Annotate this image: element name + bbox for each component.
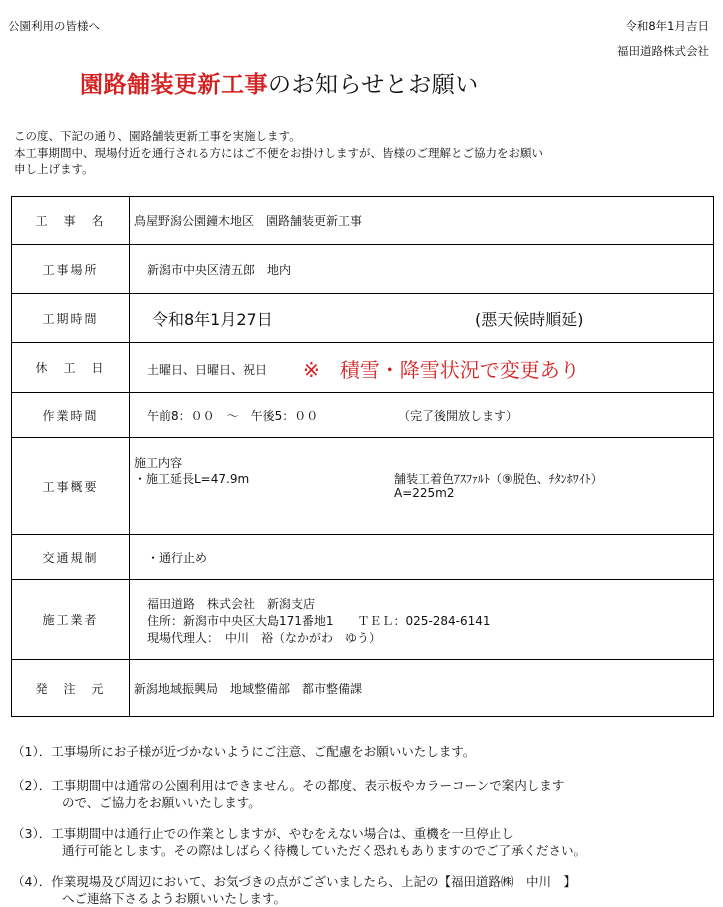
contractor-agent: 現場代理人： 中川 裕（なかがわ ゆう）	[147, 631, 382, 645]
row-contractor	[12, 580, 714, 660]
value-holidays	[130, 343, 714, 393]
note-3	[12, 825, 586, 859]
label-construction-name: 工 事 名	[12, 197, 130, 245]
value-overview	[130, 438, 714, 535]
row-period	[12, 294, 714, 343]
construction-info-table	[11, 196, 714, 717]
note-4-line-2: へご連絡下さるようお願いいたします。	[62, 891, 287, 906]
label-work-hours: 作業時間	[12, 393, 130, 438]
row-overview	[12, 438, 714, 535]
note-2	[12, 777, 564, 811]
company-name: 福田道路株式会社	[617, 44, 709, 58]
contractor-address: 住所：新潟市中央区大島171番地1 ＴＥＬ：025-284-6141	[147, 614, 491, 628]
period-note: (悪天候時順延)	[475, 310, 584, 329]
label-contractor: 施工業者	[12, 580, 130, 660]
addressee: 公園利用の皆様へ	[8, 19, 100, 33]
traffic-text: ・通行止め	[147, 551, 208, 565]
note-4	[12, 873, 576, 907]
value-work-hours	[130, 393, 714, 438]
work-hours-text: 午前8：００ ～ 午後5：００	[147, 409, 319, 423]
label-overview: 工事概要	[12, 438, 130, 535]
row-site	[12, 245, 714, 294]
title-rest: のお知らせとお願い	[268, 72, 479, 98]
label-site: 工事場所	[12, 245, 130, 294]
title-highlight: 園路舗装更新工事	[80, 72, 268, 98]
label-traffic: 交通規制	[12, 535, 130, 580]
overview-paving: 舗装工着色ｱｽﾌｧﾙﾄ（⑨脱色、ﾁﾀﾝﾎﾜｲﾄ）	[394, 472, 603, 486]
note-2-line-1: （2）．工事期間中は通常の公園利用はできません。その都度、表示板やカラーコーンで案内します	[12, 778, 565, 793]
row-traffic	[12, 535, 714, 580]
site-text: 新潟市中央区清五郎 地内	[147, 263, 292, 277]
label-period: 工期時間	[12, 294, 130, 343]
note-1: （1）．工事場所にお子様が近づかないようにご注意、ご配慮をお願いいたします。	[12, 744, 476, 759]
row-orderer	[12, 660, 714, 717]
note-2-line-2: ので、ご協力をお願いいたします。	[62, 795, 261, 810]
value-orderer	[130, 660, 714, 717]
note-3-line-1: （3）．工事期間中は通行止での作業としますが、やむをえない場合は、重機を一旦停止し	[12, 826, 514, 841]
label-holidays: 休 工 日	[12, 343, 130, 393]
holidays-text: 土曜日、日曜日、祝日	[147, 363, 268, 377]
value-contractor	[130, 580, 714, 660]
overview-area: A=225m2	[394, 486, 455, 500]
row-holidays	[12, 343, 714, 393]
value-site	[130, 245, 714, 294]
work-hours-note: （完了後開放します）	[398, 409, 519, 423]
holidays-warning: ※ 積雪・降雪状況で変更あり	[303, 358, 580, 382]
period-date: 令和8年1月27日	[152, 310, 273, 329]
contractor-name: 福田道路 株式会社 新潟支店	[147, 597, 316, 611]
value-period	[130, 294, 714, 343]
notice-date: 令和8年1月吉日	[625, 19, 709, 33]
value-traffic	[130, 535, 714, 580]
intro-line-3: 申し上げます。	[14, 162, 94, 176]
row-construction-name	[12, 197, 714, 245]
overview-heading: 施工内容	[134, 456, 183, 470]
row-work-hours	[12, 393, 714, 438]
notice-title	[80, 66, 479, 99]
intro-line-2: 本工事期間中、現場付近を通行される方にはご不便をお掛けしますが、皆様のご理解とご協力をお願い	[14, 146, 543, 160]
value-construction-name	[130, 197, 714, 245]
orderer-text: 新潟地域振興局 地域整備部 都市整備課	[134, 682, 363, 696]
label-orderer: 発 注 元	[12, 660, 130, 717]
note-3-line-2: 通行可能とします。その際はしばらく待機していただく恐れもありますのでご了承ください。	[62, 843, 587, 858]
construction-name-text: 鳥屋野潟公園鐘木地区 園路舗装更新工事	[134, 214, 363, 228]
intro-line-1: この度、下記の通り、園路舗装更新工事を実施します。	[14, 129, 301, 143]
overview-length: ・施工延長L=47.9m	[134, 472, 250, 486]
note-4-line-1: （4）．作業現場及び周辺において、お気づきの点がございましたら、上記の【福田道路㈱ 中川 】	[12, 874, 576, 889]
